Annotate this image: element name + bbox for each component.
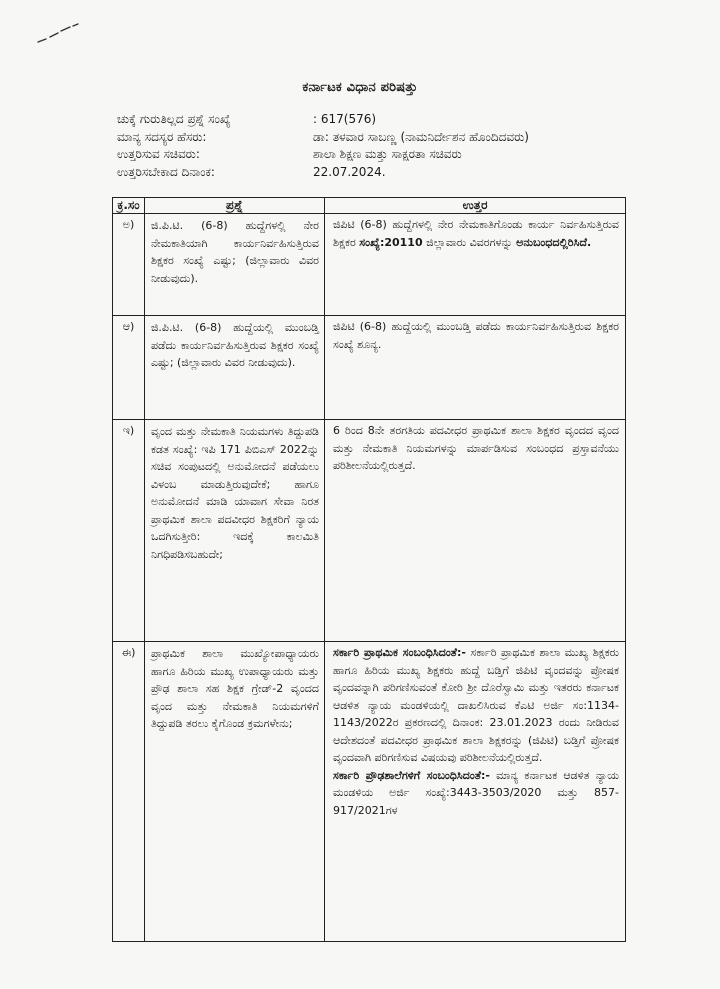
header-serial: ಕ್ರ.ಸಂ (113, 198, 145, 214)
page-title: ಕರ್ನಾಟಕ ವಿಧಾನ ಪರಿಷತ್ತು (302, 80, 418, 95)
answer-subheading: ಸರ್ಕಾರಿ ಪ್ರೌಢಶಾಲೆಗಳಿಗೆ ಸಂಬಂಧಿಸಿದಂತೆ:- (333, 768, 490, 782)
table-row (113, 420, 626, 642)
table-row (113, 316, 626, 420)
row-question: ಪ್ರಾಥಮಿಕ ಶಾಲಾ ಮುಖ್ಯೋಪಾಧ್ಯಾಯರು ಹಾಗೂ ಹಿರಿಯ ಮುಖ್ಯ ಉಪಾಧ್ಯಾಯರು ಮತ್ತು ಪ್ರೌಢ ಶಾಲಾ ಸಹ ಶಿಕ್ಷಕ ಗ್ರೇಡ್-2 ವೃಂದದ ವೃಂದ ಮತ್ತು ನೇಮಕಾತಿ ನಿಯಮಗಳಿಗೆ ತಿದ್ದುಪಡಿ ತರಲು ಕೈಗೊಂಡ ಕ್ರಮಗಳೇನು; (145, 642, 325, 942)
header-answer: ಉತ್ತರ (325, 198, 626, 214)
header-question: ಪ್ರಶ್ನೆ (145, 198, 325, 214)
table-row (113, 214, 626, 316)
row-question: ಜಿ.ಪಿ.ಟಿ. (6-8) ಹುದ್ದೆಯಲ್ಲಿ ಮುಂಬಡ್ತಿ ಪಡೆದು ಕಾರ್ಯನಿರ್ವಹಿಸುತ್ತಿರುವ ಶಿಕ್ಷಕರ ಸಂಖ್ಯೆ ಎಷ್ಟು; (ಜಿಲ್ಲಾವಾರು ವಿವರ ನೀಡುವುದು). (145, 316, 325, 420)
meta-question-number: ಚುಕ್ಕೆ ಗುರುತಿಲ್ಲದ ಪ್ರಶ್ನೆ ಸಂಖ್ಯೆ : 617(576) (117, 112, 377, 126)
table-header-row (113, 198, 626, 214)
meta-minister: ಉತ್ತರಿಸುವ ಸಚಿವರು: ಶಾಲಾ ಶಿಕ್ಷಣ ಮತ್ತು ಸಾಕ್ಷರತಾ ಸಚಿವರು (117, 147, 462, 161)
row-answer: 6 ರಿಂದ 8ನೇ ತರಗತಿಯ ಪದವೀಧರ ಪ್ರಾಥಮಿಕ ಶಾಲಾ ಶಿಕ್ಷಕರ ವೃಂದದ ವೃಂದ ಮತ್ತು ನೇಮಕಾತಿ ನಿಯಮಗಳನ್ನು ಮಾರ್ಪಡಿಸುವ ಸಂಬಂಧದ ಪ್ರಸ್ತಾವನೆಯು ಪರಿಶೀಲನೆಯಲ್ಲಿರುತ್ತದೆ. (325, 420, 626, 642)
row-number: ಈ) (113, 642, 145, 942)
row-answer: ಜಿಪಿಟಿ (6-8) ಹುದ್ದೆಗಳಲ್ಲಿ ನೇರ ನೇಮಕಾತಿಗೊಂಡು ಕಾರ್ಯ ನಿರ್ವಹಿಸುತ್ತಿರುವ ಶಿಕ್ಷಕರ ಸಂಖ್ಯೆ:20110 ಜಿಲ್ಲಾವಾರು ವಿವರಗಳನ್ನು ಅನುಬಂಧದಲ್ಲಿರಿಸಿದೆ. (325, 214, 626, 316)
meta-answer-date: ಉತ್ತರಿಸಬೇಕಾದ ದಿನಾಂಕ: 22.07.2024. (117, 164, 386, 179)
meta-member-name: ಮಾನ್ಯ ಸದಸ್ಯರ ಹೆಸರು: ಡಾ: ತಳವಾರ ಸಾಬಣ್ಣ (ನಾಮನಿರ್ದೇಶನ ಹೊಂದಿದವರು) (117, 129, 529, 144)
row-number: ಅ) (113, 214, 145, 316)
row-answer: ಸರ್ಕಾರಿ ಪ್ರಾಥಮಿಕ ಸಂಬಂಧಿಸಿದಂತೆ:- ಸರ್ಕಾರಿ ಪ್ರಾಥಮಿಕ ಶಾಲಾ ಮುಖ್ಯ ಶಿಕ್ಷಕರು ಹಾಗೂ ಹಿರಿಯ ಮುಖ್ಯ ಶಿಕ್ಷಕರು ಹುದ್ದೆ ಬಡ್ತಿಗೆ ಜಿಪಿಟಿ ವೃಂದವನ್ನು ಪ್ರೋಷಕ ವೃಂದವನ್ನಾಗಿ ಪರಿಗಣಿಸುವಂತೆ ಕೋರಿ ಶ್ರೀ ದೊರೆಸ್ವಾಮಿ ಮತ್ತು ಇತರರು ಕರ್ನಾಟಕ ಆಡಳಿತ ನ್ಯಾಯ ಮಂಡಳಿಯಲ್ಲಿ ದಾಖಲಿಸಿರುವ ಕೆಎಟಿ ಅರ್ಜಿ ಸಂ:1134-1143/2022ರ ಪ್ರಕರಣದಲ್ಲಿ ದಿನಾಂಕ: 23.01.2023 ರಂದು ನೀಡಿರುವ ಆದೇಶದಂತೆ ಪದವೀಧರ ಪ್ರಾಥಮಿಕ ಶಾಲಾ ಶಿಕ್ಷಕರನ್ನು (ಜಿಪಿಟಿ) ಬಡ್ತಿಗೆ ಪ್ರೋಷಕ ವೃಂದವಾಗಿ ಪರಿಗಣಿಸುವ ವಿಷಯವು ಪರಿಶೀಲನೆಯಲ್ಲಿರುತ್ತದೆ. ಸರ್ಕಾರಿ ಪ್ರೌಢಶಾಲೆಗಳಿಗೆ ಸಂಬಂಧಿಸಿದಂತೆ:- ಮಾನ್ಯ ಕರ್ನಾಟಕ ಆಡಳಿತ ನ್ಯಾಯ ಮಂಡಳಿಯ ಅರ್ಜಿ ಸಂಖ್ಯೆ:3443-3503/2020 ಮತ್ತು 857- 917/2021ಗಳ (325, 642, 626, 942)
question-answer-table (112, 197, 626, 942)
table-row (113, 642, 626, 942)
row-question: ಜಿ.ಪಿ.ಟಿ. (6-8) ಹುದ್ದೆಗಳಲ್ಲಿ ನೇರ ನೇಮಕಾತಿಯಾಗಿ ಕಾರ್ಯನಿರ್ವಹಿಸುತ್ತಿರುವ ಶಿಕ್ಷಕರ ಸಂಖ್ಯೆ ಎಷ್ಟು; (ಜಿಲ್ಲಾವಾರು ವಿವರ ನೀಡುವುದು). (145, 214, 325, 316)
row-question: ವೃಂದ ಮತ್ತು ನೇಮಕಾತಿ ನಿಯಮಗಳು ತಿದ್ದುಪಡಿ ಕಡತ ಸಂಖ್ಯೆ: ಇಪಿ 171 ಪಿಬಿಎಸ್ 2022ನ್ನು ಸಚಿವ ಸಂಪುಟದಲ್ಲಿ ಅನುಮೋದನೆ ಪಡೆಯಲು ವಿಳಂಬ ಮಾಡುತ್ತಿರುವುದೇಕೆ; ಹಾಗೂ ಅನುಮೋದನೆ ಮಾಡಿ ಯಾವಾಗ ಸೇವಾ ನಿರತ ಪ್ರಾಥಮಿಕ ಶಾಲಾ ಪದವೀಧರ ಶಿಕ್ಷಕರಿಗೆ ನ್ಯಾಯ ಒದಗಿಸುತ್ತೀರಿ: ಇದಕ್ಕೆ ಕಾಲಮಿತಿ ನಿಗಧಿಪಡಿಸಬಹುದೇ; (145, 420, 325, 642)
answer-subheading: ಸರ್ಕಾರಿ ಪ್ರಾಥಮಿಕ ಸಂಬಂಧಿಸಿದಂತೆ:- (333, 646, 466, 659)
question-meta (117, 111, 529, 181)
row-number: ಆ) (113, 316, 145, 420)
row-answer: ಜಿಪಿಟಿ (6-8) ಹುದ್ದೆಯಲ್ಲಿ ಮುಂಬಡ್ತಿ ಪಡೆದು ಕಾರ್ಯನಿರ್ವಹಿಸುತ್ತಿರುವ ಶಿಕ್ಷಕರ ಸಂಖ್ಯೆ ಶೂನ್ಯ. (325, 316, 626, 420)
row-number: ಇ) (113, 420, 145, 642)
pen-mark-decoration (36, 22, 80, 46)
